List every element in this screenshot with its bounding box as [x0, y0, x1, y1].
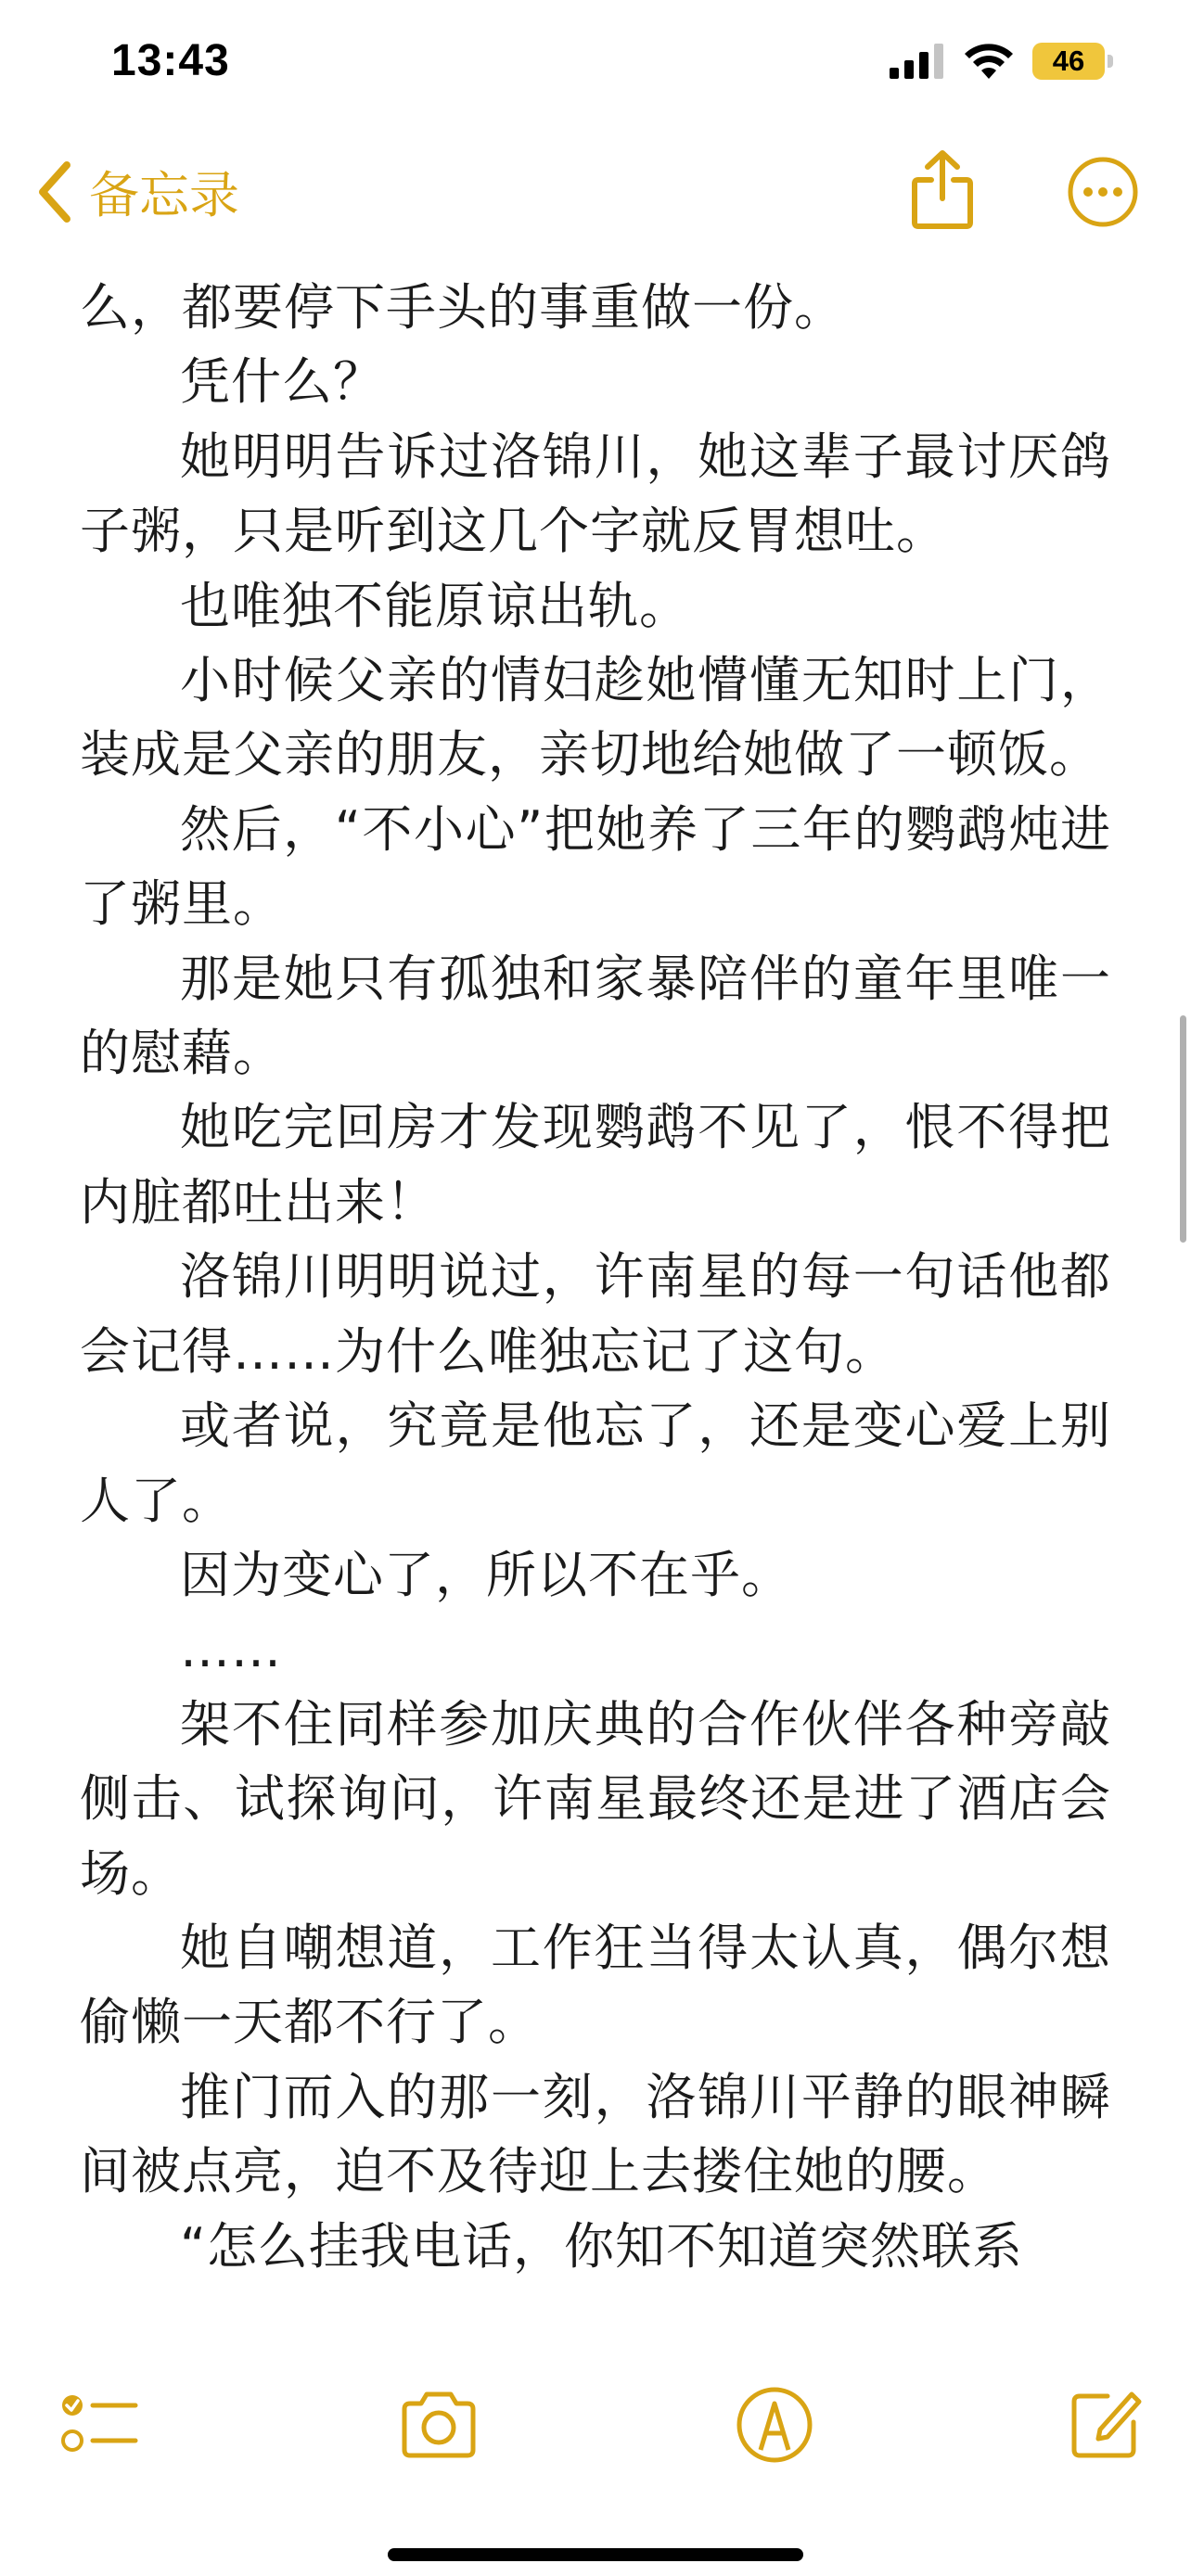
- signal-icon: [888, 44, 945, 79]
- note-line: 凭什么？: [180, 352, 384, 412]
- note-line: 洛锦川明明说过，许南星的每一句话他都会记得……为什么唯独忘记了这句。: [80, 1247, 1111, 1381]
- back-button[interactable]: [33, 156, 239, 227]
- note-line: 小时候父亲的情妇趁她懵懂无知时上门，装成是父亲的朋友，亲切地给她做了一顿饭。: [80, 651, 1111, 784]
- note-line: 推门而入的那一刻，洛锦川平静的眼神瞬间被点亮，迫不及待迎上去搂住她的腰。: [80, 2067, 1111, 2201]
- note-line: 架不住同样参加庆典的合作伙伴各种旁敲侧击、试探询问，许南星最终还是进了酒店会场。: [80, 1694, 1111, 1903]
- note-line: 或者说，究竟是他忘了，还是变心爱上别人了。: [80, 1396, 1111, 1530]
- back-label: 备忘录: [89, 166, 239, 224]
- wifi-icon: [962, 42, 1016, 81]
- markup-icon[interactable]: [733, 2383, 816, 2467]
- note-line: 她自嘲想道，工作狂当得太认真，偶尔想偷懒一天都不行了。: [80, 1918, 1111, 2052]
- battery-cap: [1108, 55, 1113, 68]
- battery-icon: [1032, 43, 1113, 80]
- status-bar: [0, 0, 1191, 139]
- chevron-left-icon: [33, 159, 74, 224]
- note-line: 然后，“不小心”把她养了三年的鹦鹉炖进了粥里。: [80, 799, 1111, 934]
- nav-bar: [0, 139, 1191, 250]
- note-line: 因为变心了，所以不在乎。: [180, 1545, 792, 1604]
- share-icon[interactable]: [909, 150, 976, 230]
- note-line: 她明明告诉过洛锦川，她这辈子最讨厌鸽子粥，只是听到这几个字就反胃想吐。: [80, 427, 1111, 561]
- note-line: 她吃完回房才发现鹦鹉不见了，恨不得把内脏都吐出来！: [80, 1098, 1111, 1231]
- home-indicator[interactable]: [388, 2548, 803, 2561]
- checklist-icon[interactable]: [58, 2383, 141, 2467]
- note-line: 也唯独不能原谅出轨。: [180, 576, 690, 635]
- battery-level: 46: [1032, 43, 1105, 80]
- note-line: ……: [180, 1620, 282, 1679]
- more-icon[interactable]: [1067, 156, 1139, 228]
- camera-icon[interactable]: [397, 2383, 480, 2467]
- note-line: “怎么挂我电话，你知不知道突然联系: [180, 2216, 1023, 2276]
- note-line: 那是她只有孤独和家暴陪伴的童年里唯一的慰藉。: [80, 949, 1111, 1083]
- scroll-indicator[interactable]: [1180, 1015, 1186, 1243]
- status-icons: [888, 42, 1113, 81]
- compose-icon[interactable]: [1063, 2383, 1146, 2467]
- note-body[interactable]: [80, 271, 1111, 2311]
- note-line: 么，都要停下手头的事重做一份。: [80, 278, 845, 337]
- status-time: 13:43: [111, 36, 230, 85]
- bottom-toolbar: [0, 2383, 1191, 2485]
